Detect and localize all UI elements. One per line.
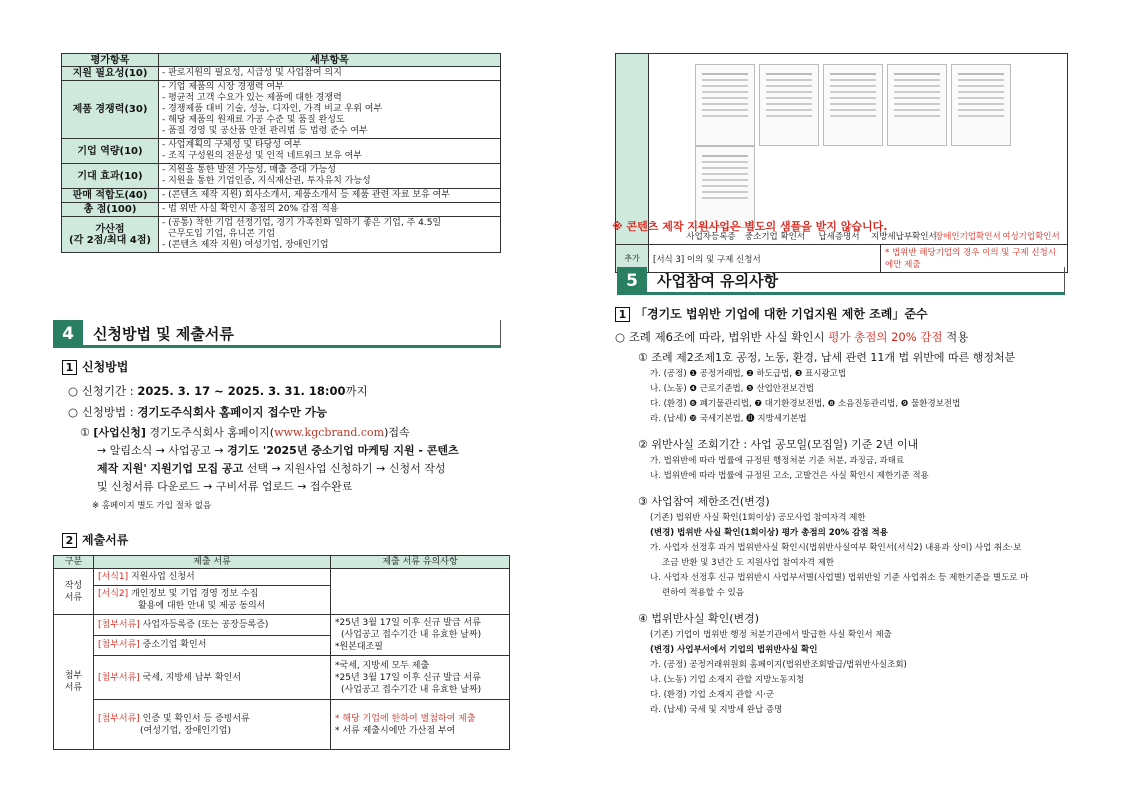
point-3-items	[638, 511, 1078, 601]
thumb-disabled-biz	[951, 64, 1011, 146]
subheading-number: 1	[615, 307, 630, 322]
eval-row	[62, 189, 501, 203]
doc-text: 중소기업 확인서	[139, 640, 207, 651]
eval-detail-line: - 기업 제품의 시장 경쟁력 여부	[162, 82, 284, 92]
section-4-title: 신청방법 및 제출서류	[93, 325, 234, 343]
eval-detail	[159, 164, 501, 189]
doc-tag: [첨부서류]	[98, 672, 140, 683]
subheading-number: 1	[62, 360, 77, 375]
apply-period	[68, 382, 368, 401]
subheading-title: 제출서류	[82, 533, 129, 547]
method-label: ○ 신청방법 :	[68, 405, 138, 419]
detail-line: 련하여 적용할 수 있음	[662, 588, 745, 598]
ordinance-line	[615, 328, 968, 347]
note-line: * 서류 제출시에만 가산점 부여	[335, 725, 456, 736]
ordinance-tail: 적용	[942, 330, 969, 344]
thumb-business-reg	[695, 64, 755, 146]
eval-row	[62, 164, 501, 189]
sb-header-docs: 제출 서류	[94, 556, 331, 569]
doc-tag: [첨부서류]	[98, 619, 140, 630]
eval-item: 판매 적합도(40)	[62, 189, 159, 203]
thumb-sme-cert	[759, 64, 819, 146]
doc-text: 국세, 지방세 납부 확인서	[139, 672, 242, 683]
sample-label: 지방세납부확인서	[871, 232, 937, 242]
eval-detail-line: - 판로지원의 필요성, 시급성 및 사업참여 의지	[162, 68, 342, 78]
subheading-title: 「경기도 법위반 기업에 대한 기업지원 제한 조례」준수	[635, 307, 928, 321]
eval-detail-line: - 지원을 통한 기업인증, 지식재산권, 투자유치 가능성	[162, 176, 371, 186]
eval-detail-line: - 사업계획의 구체성 및 타당성 여부	[162, 140, 302, 150]
add-form3: [서식 3] 이의 및 구제 신청서	[649, 245, 881, 273]
note-line: (사업공고 접수기간 내 유효한 날짜)	[341, 630, 482, 640]
eval-row	[62, 217, 501, 253]
eval-detail-line: - 해당 제품의 원재료 가공 수준 및 품질 완성도	[162, 115, 345, 125]
section-4-number: 4	[53, 320, 83, 348]
eval-detail	[159, 139, 501, 164]
eval-item: 총 점(100)	[62, 203, 159, 217]
document-samples-table	[615, 53, 1068, 273]
section-4-header	[53, 320, 503, 350]
eval-detail-line: - 경쟁제품 대비 기술, 성능, 디자인, 가격 비교 우위 여부	[162, 104, 383, 114]
eval-detail	[159, 217, 501, 253]
eval-detail-line: - 법 위반 사실 확인시 총점의 20% 감점 적용	[162, 204, 339, 214]
subheading-title: 신청방법	[82, 360, 129, 374]
eval-item: 지원 필요성(10)	[62, 67, 159, 81]
period-label: ○ 신청기간 :	[68, 384, 138, 398]
doc-business-reg	[94, 615, 331, 636]
submit-docs-table	[53, 555, 510, 750]
homepage-link[interactable]: www.kgcbrand.com	[274, 426, 385, 439]
samples-label-cell	[616, 54, 649, 245]
subheading-apply-method	[62, 358, 128, 375]
flow-2b: 선택 → 지원사업 신청하기 → 신청서 작성	[243, 462, 446, 475]
sample-label: 여성기업확인서	[1002, 232, 1060, 242]
eval-detail-line: - (콘텐츠 제작 지원) 회사소개서, 제품소개서 등 제품 관련 자료 보유 여부	[162, 190, 451, 200]
doc-tag: [첨부서류]	[98, 713, 140, 724]
note-no-signup: ※ 홈페이지 별도 가입 절차 없음	[92, 501, 212, 511]
eval-item: 기업 역량(10)	[62, 139, 159, 164]
note-line: *25년 3월 17일 이후 신규 발급 서류	[335, 672, 481, 683]
detail-line: (변경) 법위반 사실 확인(1회이상) 평가 총점의 20% 감점 적용	[650, 528, 888, 538]
eval-detail-line: - (콘텐츠 제작 지원) 여성기업, 장애인기업	[162, 240, 329, 250]
add-label: 추가	[616, 245, 649, 273]
doc-note-tax	[331, 656, 510, 700]
eval-detail	[159, 67, 501, 81]
step1-label: [사업신청]	[93, 426, 146, 439]
section-5-header	[617, 267, 1067, 297]
sample-label: 납세증명서	[818, 232, 860, 242]
detail-line: 다. (환경) ❻ 폐기물관리법, ❼ 대기환경보전법, ❽ 소음진동관리법, ❾ 물환경보전법	[650, 399, 961, 409]
detail-line: 나. (노동) ❹ 근로기준법, ❺ 산업안전보건법	[650, 384, 814, 394]
flow-2a: 제작 지원' 지원기업 모집 공고	[97, 462, 244, 475]
detail-line: 나. 법위반에 따라 법률에 규정된 고소, 고발건은 사실 확인시 제한기준 적용	[650, 471, 929, 481]
eval-header-detail: 세부항목	[159, 54, 501, 67]
ordinance-penalty: 평가 총점의 20% 감점	[828, 330, 943, 344]
eval-detail-line: 근무도입 기업, 유니콘 기업	[168, 229, 276, 239]
evaluation-table	[61, 53, 501, 253]
doc-note-business	[331, 615, 510, 656]
eval-item: 가산점 (각 2점/최대 4점)	[62, 217, 159, 253]
sb-header-notes: 제출 서류 유의사항	[331, 556, 510, 569]
detail-line: 라. (납세) 국세 및 지방세 완납 증명	[650, 705, 783, 715]
detail-line: (기존) 법위반 사실 확인(1회이상) 공모사업 참여자격 제한	[650, 513, 866, 523]
detail-line: 가. 법위반에 따라 법률에 규정된 행정처분 기준 처분, 과징금, 과태료	[650, 456, 905, 466]
ordinance-details	[638, 349, 1078, 718]
detail-line: 다. (환경) 기업 소재지 관할 시·군	[650, 690, 775, 700]
doc-proof-cert	[94, 700, 331, 750]
eval-item: 기대 효과(10)	[62, 164, 159, 189]
period-tail: 까지	[345, 384, 368, 398]
point-2-items	[638, 454, 1078, 484]
eval-row	[62, 139, 501, 164]
note-line: * 해당 기업에 한하여 별첨하여 제출	[335, 713, 476, 724]
eval-row	[62, 203, 501, 217]
eval-detail	[159, 189, 501, 203]
doc-text: 인증 및 확인서 등 증빙서류	[139, 713, 250, 724]
sb-header-type: 구분	[54, 556, 94, 569]
detail-line: (변경) 사업부서에서 기업의 법위반사실 확인	[650, 645, 818, 655]
note-line: *25년 3월 17일 이후 신규 발급 서류	[335, 618, 481, 628]
section-5-title: 사업참여 유의사항	[657, 272, 779, 290]
note-line: (사업공고 접수기간 내 유효한 날짜)	[341, 684, 482, 695]
doc-note-proof	[331, 700, 510, 750]
detail-line: 가. (공정) 공정거래위원회 홈페이지(법위반조회발급/법위반사실조회)	[650, 660, 907, 670]
eval-detail-line: - 지원을 통한 발전 가능성, 매출 증대 가능성	[162, 165, 336, 175]
thumb-tax-cert	[823, 64, 883, 146]
point-4: ④ 법위반사실 확인(변경)	[638, 612, 760, 625]
add-note: * 법위반 해당기업의 경우 이의 및 구제 신청시에만 제출	[881, 245, 1068, 273]
flow-1b: 경기도 '2025년 중소기업 마케팅 지원 - 콘텐츠	[227, 444, 459, 457]
doc-tax-cert	[94, 656, 331, 700]
sample-label: 사업자등록증	[686, 232, 736, 242]
samples-cell	[649, 54, 1068, 245]
doc-note-empty	[331, 569, 510, 615]
sample-label: 장애인기업확인서	[935, 232, 1001, 242]
sample-label: 중소기업 확인서	[744, 232, 806, 242]
flow-1a: → 알림소식 → 사업공고 →	[97, 444, 228, 457]
eval-row	[62, 67, 501, 81]
doc-tag: [서식1]	[98, 572, 129, 582]
eval-detail	[159, 81, 501, 139]
doc-tag: [서식2]	[98, 589, 129, 599]
doc-form1	[94, 569, 331, 586]
doc-form2	[94, 586, 331, 615]
point-3: ③ 사업참여 제한조건(변경)	[638, 495, 770, 508]
eval-detail	[159, 203, 501, 217]
group-write-docs: 작성 서류	[54, 569, 94, 615]
doc-tag: [첨부서류]	[98, 640, 140, 651]
apply-flow	[97, 442, 507, 496]
period-value: 2025. 3. 17 ~ 2025. 3. 31. 18:00	[137, 384, 346, 398]
note-line: *국세, 지방세 모두 제출	[335, 660, 430, 671]
note-line: *원본대조필	[335, 642, 383, 652]
step1-tail: )접속	[384, 426, 410, 439]
step1-text: 경기도주식회사 홈페이지(	[145, 426, 275, 439]
doc-text: 개인정보 및 기업 경영 정보 수집	[128, 589, 259, 599]
eval-detail-line: - (공통) 착한 기업 선정기업, 경기 가족친화 일하기 좋은 기업, 주 4.5일	[162, 218, 442, 228]
doc-sme-cert	[94, 635, 331, 656]
subheading-submit-docs	[62, 531, 128, 548]
point-1: ① 조례 제2조제1호 공정, 노동, 환경, 납세 관련 11개 법 위반에 따른 행정처분	[638, 351, 1016, 364]
flow-3: 및 신청서류 다운로드 → 구비서류 업로드 → 접수완료	[97, 480, 353, 493]
detail-line: 가. (공정) ❶ 공정거래법, ❷ 하도급법, ❸ 표시광고법	[650, 369, 847, 379]
detail-line: 나. 사업자 선정후 신규 법위반시 사업부서별(사업별) 법위반일 기준 사업취소 등 제한기준을 별도로 마	[650, 573, 1029, 583]
doc-text-2: (여성기업, 장애인기업)	[140, 725, 231, 736]
detail-line: 가. 사업자 선정후 과거 법위반사실 확인시(법위반사실여부 확인서(서식2) 내용과 상이) 사업 취소·보	[650, 543, 1022, 553]
eval-detail-line: - 조직 구성원의 전문성 및 인적 네트워크 보유 여부	[162, 151, 363, 161]
sample-thumbnails	[693, 64, 1063, 228]
doc-text-2: 활용에 대한 안내 및 제공 동의서	[138, 601, 266, 611]
point-2: ② 위반사실 조회기간 : 사업 공모일(모집일) 기준 2년 이내	[638, 438, 919, 451]
ordinance-text: ○ 조례 제6조에 따라, 법위반 사실 확인시	[615, 330, 829, 344]
eval-header-item: 평가항목	[62, 54, 159, 67]
subheading-ordinance	[615, 305, 928, 322]
doc-text: 지원사업 신청서	[128, 572, 195, 582]
eval-item: 제품 경쟁력(30)	[62, 81, 159, 139]
apply-step-1: ① [사업신청] 경기도주식회사 홈페이지(www.kgcbrand.com)접속	[80, 426, 410, 439]
subheading-number: 2	[62, 533, 77, 548]
detail-line: 조금 반환 및 3년간 도 지원사업 참여자격 제한	[662, 558, 835, 568]
apply-method	[68, 403, 327, 422]
group-attach-docs: 첨부 서류	[54, 615, 94, 750]
doc-text: 사업자등록증 (또는 공장등록증)	[139, 619, 269, 630]
thumb-local-tax	[887, 64, 947, 146]
eval-row	[62, 81, 501, 139]
point-4-items	[638, 628, 1078, 718]
thumb-women-biz	[695, 146, 755, 228]
detail-line: (기존) 기업이 법위반 행정 처분기관에서 발급한 사실 확인서 제출	[650, 630, 892, 640]
eval-detail-line: - 품질 경영 및 공산품 안전 관리법 등 법령 준수 여부	[162, 126, 368, 136]
eval-detail-line: - 평균적 고객 수요가 있는 제품에 대한 경쟁력	[162, 93, 342, 103]
point-1-items	[638, 367, 1078, 427]
detail-line: 나. (노동) 기업 소재지 관할 지방노동지청	[650, 675, 805, 685]
sample-notice: ※ 콘텐츠 제작 지원사업은 별도의 샘플을 받지 않습니다.	[612, 220, 888, 233]
section-5-number: 5	[617, 267, 647, 295]
method-value: 경기도주식회사 홈페이지 접수만 가능	[137, 405, 328, 419]
detail-line: 라. (납세) ❿ 국세기본법, ⓫ 지방세기본법	[650, 414, 807, 424]
